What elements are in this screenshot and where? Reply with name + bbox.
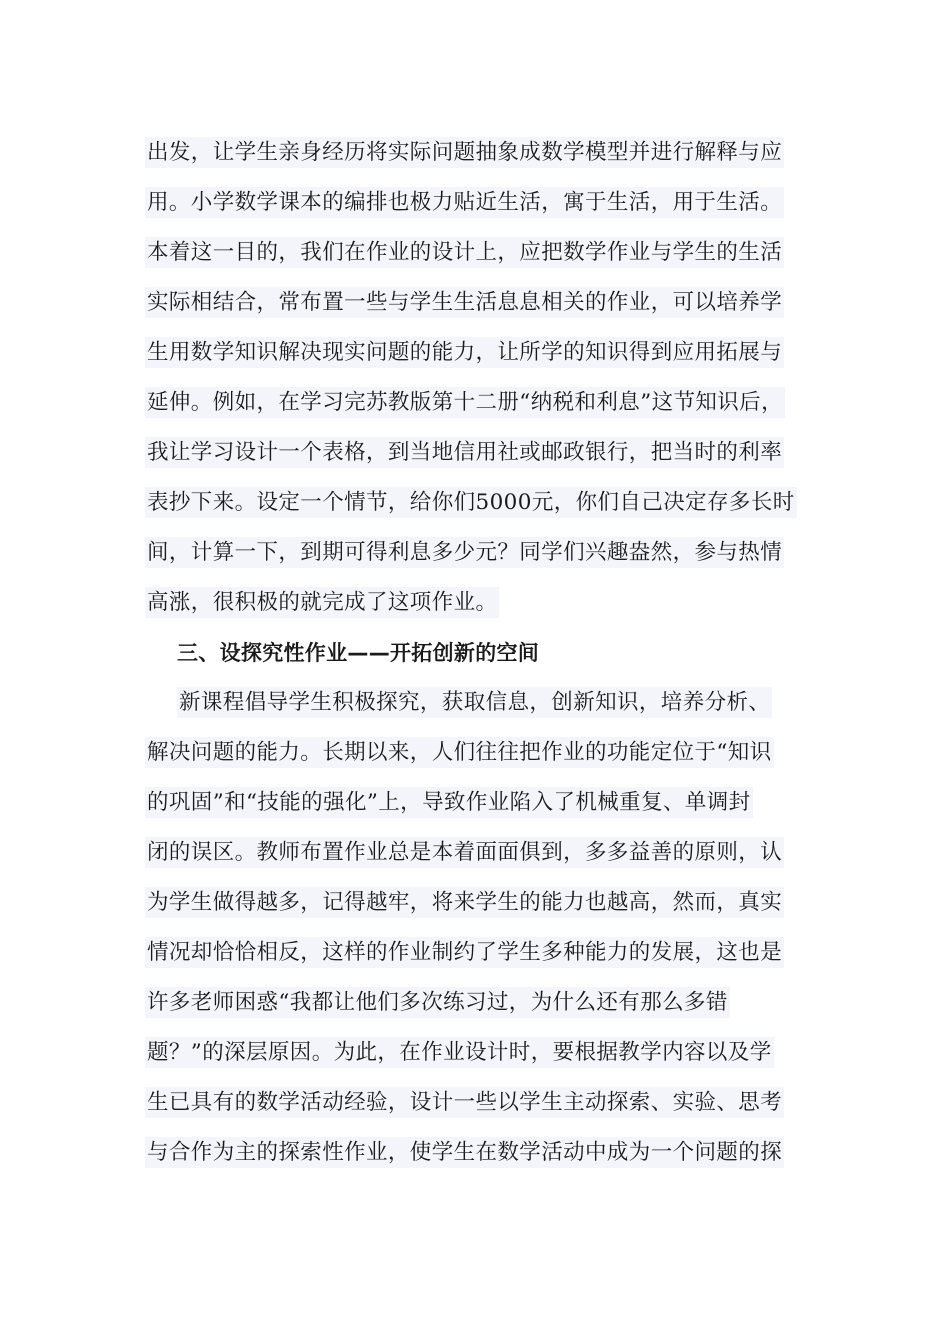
- paragraph-2-line-1: [145, 678, 825, 728]
- paragraph-1-line-6-text: 延伸。例如，在学习完苏教版第十二册“纳税和利息”这节知识后，: [145, 387, 785, 418]
- paragraph-1-line-2-text: 用。小学数学课本的编排也极力贴近生活，寓于生活，用于生活。: [145, 187, 784, 218]
- paragraph-2-line-10-text: 与合作为主的探索性作业，使学生在数学活动中成为一个问题的探: [145, 1137, 784, 1168]
- paragraph-1-line-9-text: 间，计算一下，到期可得利息多少元？同学们兴趣盎然，参与热情: [145, 537, 784, 568]
- paragraph-2-line-1-text: 新课程倡导学生积极探究，获取信息，创新知识，培养分析、: [177, 687, 772, 718]
- paragraph-2-line-4-text: 闭的误区。教师布置作业总是本着面面俱到，多多益善的原则，认: [145, 837, 784, 868]
- paragraph-1-line-2: [145, 178, 825, 228]
- paragraph-2-line-9: [145, 1078, 825, 1128]
- paragraph-1-line-4-text: 实际相结合，常布置一些与学生生活息息相关的作业，可以培养学: [145, 287, 784, 318]
- paragraph-1-line-4: [145, 278, 825, 328]
- section-heading: 三、设探究性作业——开拓创新的空间: [177, 641, 540, 665]
- paragraph-2-line-8-text: 题？”的深层原因。为此，在作业设计时，要根据教学内容以及学: [145, 1037, 774, 1068]
- paragraph-2-line-6-text: 情况却恰恰相反，这样的作业制约了学生多种能力的发展，这也是: [145, 937, 784, 968]
- paragraph-1-line-3-text: 本着这一目的，我们在作业的设计上，应把数学作业与学生的生活: [145, 237, 784, 268]
- paragraph-1-line-10-text: 高涨，很积极的就完成了这项作业。: [145, 587, 499, 618]
- paragraph-1-line-5-text: 生用数学知识解决现实问题的能力，让所学的知识得到应用拓展与: [145, 337, 784, 368]
- paragraph-2-line-5: [145, 878, 825, 928]
- paragraph-2-line-2: [145, 728, 825, 778]
- paragraph-2-line-9-text: 生已具有的数学活动经验，设计一些以学生主动探索、实验、思考: [145, 1087, 784, 1118]
- paragraph-1-line-1-text: 出发，让学生亲身经历将实际问题抽象成数学模型并进行解释与应: [145, 137, 784, 168]
- paragraph-2-line-10: [145, 1128, 825, 1178]
- paragraph-2-line-4: [145, 828, 825, 878]
- paragraph-1-line-5: [145, 328, 825, 378]
- paragraph-2-line-3-text: 的巩固”和“技能的强化”上，导致作业陷入了机械重复、单调封: [145, 787, 753, 818]
- paragraph-2-line-5-text: 为学生做得越多，记得越牢，将来学生的能力也越高，然而，真实: [145, 887, 784, 918]
- paragraph-2-line-2-text: 解决问题的能力。长期以来，人们往往把作业的功能定位于“知识: [145, 737, 774, 768]
- paragraph-2-line-6: [145, 928, 825, 978]
- paragraph-1-line-8: [145, 478, 825, 528]
- paragraph-2-line-7-text: 许多老师困惑“我都让他们多次练习过，为什么还有那么多错: [145, 987, 730, 1018]
- paragraph-2-line-8: [145, 1028, 825, 1078]
- paragraph-1-line-1: [145, 128, 825, 178]
- paragraph-1-line-8-text: 表抄下来。设定一个情节，给你们5000元，你们自己决定存多长时: [145, 487, 797, 518]
- paragraph-1-line-3: [145, 228, 825, 278]
- paragraph-2-line-7: [145, 978, 825, 1028]
- paragraph-1-line-10: [145, 578, 825, 628]
- document-body: [145, 128, 825, 1178]
- paragraph-2-line-3: [145, 778, 825, 828]
- paragraph-1-line-7-text: 我让学习设计一个表格，到当地信用社或邮政银行，把当时的利率: [145, 437, 784, 468]
- paragraph-1-line-9: [145, 528, 825, 578]
- paragraph-1-line-7: [145, 428, 825, 478]
- paragraph-1-line-6: [145, 378, 825, 428]
